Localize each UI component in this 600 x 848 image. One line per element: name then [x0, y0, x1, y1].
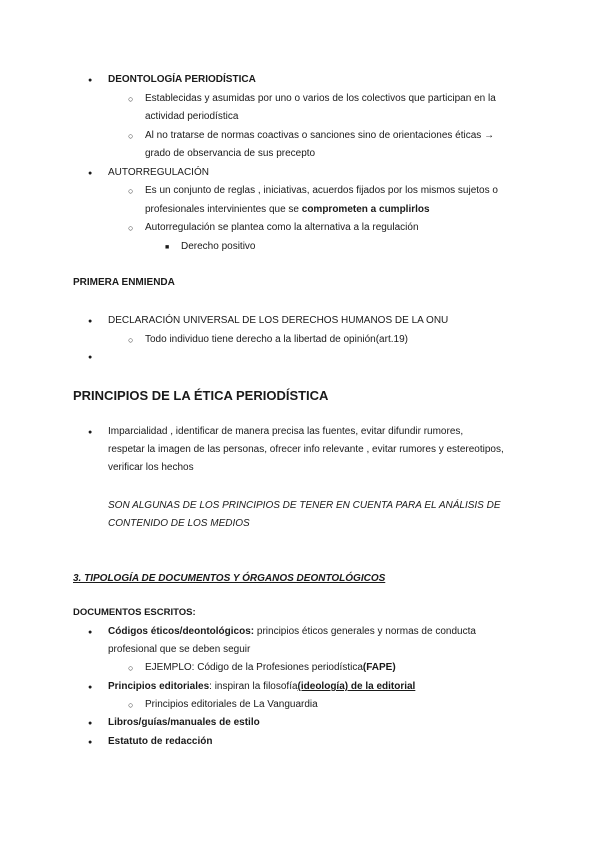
- text-line: Es un conjunto de reglas , iniciativas, acuerdos fijados por los mismos sujetos o: [145, 185, 498, 196]
- bullet-dot-icon: [88, 166, 92, 181]
- heading-primera-enmienda: PRIMERA ENMIENDA: [73, 277, 175, 288]
- text-line: Libros/guías/manuales de estilo: [108, 717, 260, 728]
- bullet-circle-icon: [128, 221, 133, 236]
- bullet-circle-icon: [128, 92, 133, 107]
- text-line: Principios editoriales: inspiran la filosofía(ideología) de la editorial: [108, 681, 416, 692]
- heading-deontologia: DEONTOLOGÍA PERIODÍSTICA: [108, 74, 256, 85]
- text-line: Estatuto de redacción: [108, 736, 213, 747]
- bullet-dot-icon: [88, 680, 92, 695]
- bullet-dot-icon: [88, 350, 92, 365]
- text-line: respetar la imagen de las personas, ofrecer info relevante , evitar rumores y estereotipos,: [108, 444, 504, 455]
- bullet-circle-icon: [128, 333, 133, 348]
- bullet-circle-icon: [128, 698, 133, 713]
- italic-note: SON ALGUNAS DE LOS PRINCIPIOS DE TENER EN CUENTA PARA EL ANÁLISIS DE: [108, 500, 501, 511]
- text-line: DECLARACIÓN UNIVERSAL DE LOS DERECHOS HUMANOS DE LA ONU: [108, 315, 449, 326]
- text-line: Imparcialidad , identificar de manera precisa las fuentes, evitar difundir rumores,: [108, 426, 464, 437]
- bullet-circle-icon: [128, 184, 133, 199]
- bullet-dot-icon: [88, 625, 92, 640]
- bullet-circle-icon: [128, 661, 133, 676]
- text-line: actividad periodística: [145, 111, 239, 122]
- text-line: grado de observancia de sus precepto: [145, 148, 316, 159]
- text-line: Códigos éticos/deontológicos: principios éticos generales y normas de conducta: [108, 626, 476, 637]
- bullet-square-icon: [165, 240, 169, 255]
- bullet-dot-icon: [88, 735, 92, 750]
- heading-tipologia: 3. TIPOLOGÍA DE DOCUMENTOS Y ÓRGANOS DEONTOLÓGICOS: [73, 573, 386, 584]
- text-line: profesionales intervinientes que se comprometen a cumplirlos: [145, 204, 430, 215]
- text-line: Al no tratarse de normas coactivas o sanciones sino de orientaciones éticas →: [145, 130, 495, 141]
- text-line: Establecidas y asumidas por uno o varios de los colectivos que participan en la: [145, 93, 496, 104]
- bold-phrase: comprometen a cumplirlos: [301, 204, 430, 215]
- heading-autorregulacion: AUTORREGULACIÓN: [108, 167, 209, 178]
- text-line: Autorregulación se plantea como la alternativa a la regulación: [145, 222, 419, 233]
- text-line: verificar los hechos: [108, 462, 194, 473]
- heading-principios: PRINCIPIOS DE LA ÉTICA PERIODÍSTICA: [73, 388, 329, 403]
- text-line: Todo individuo tiene derecho a la libertad de opinión(art.19): [145, 334, 408, 345]
- text-line: profesional que se deben seguir: [108, 644, 251, 655]
- heading-documentos: DOCUMENTOS ESCRITOS:: [73, 607, 196, 618]
- text-line: Principios editoriales de La Vanguardia: [145, 699, 318, 710]
- bullet-dot-icon: [88, 425, 92, 440]
- italic-note: CONTENIDO DE LOS MEDIOS: [108, 518, 250, 529]
- bullet-circle-icon: [128, 129, 133, 144]
- text-line: EJEMPLO: Código de la Profesiones periodística(FAPE): [145, 662, 396, 673]
- bullet-dot-icon: [88, 716, 92, 731]
- text-line: Derecho positivo: [181, 241, 256, 252]
- bullet-dot-icon: [88, 73, 92, 88]
- bullet-dot-icon: [88, 314, 92, 329]
